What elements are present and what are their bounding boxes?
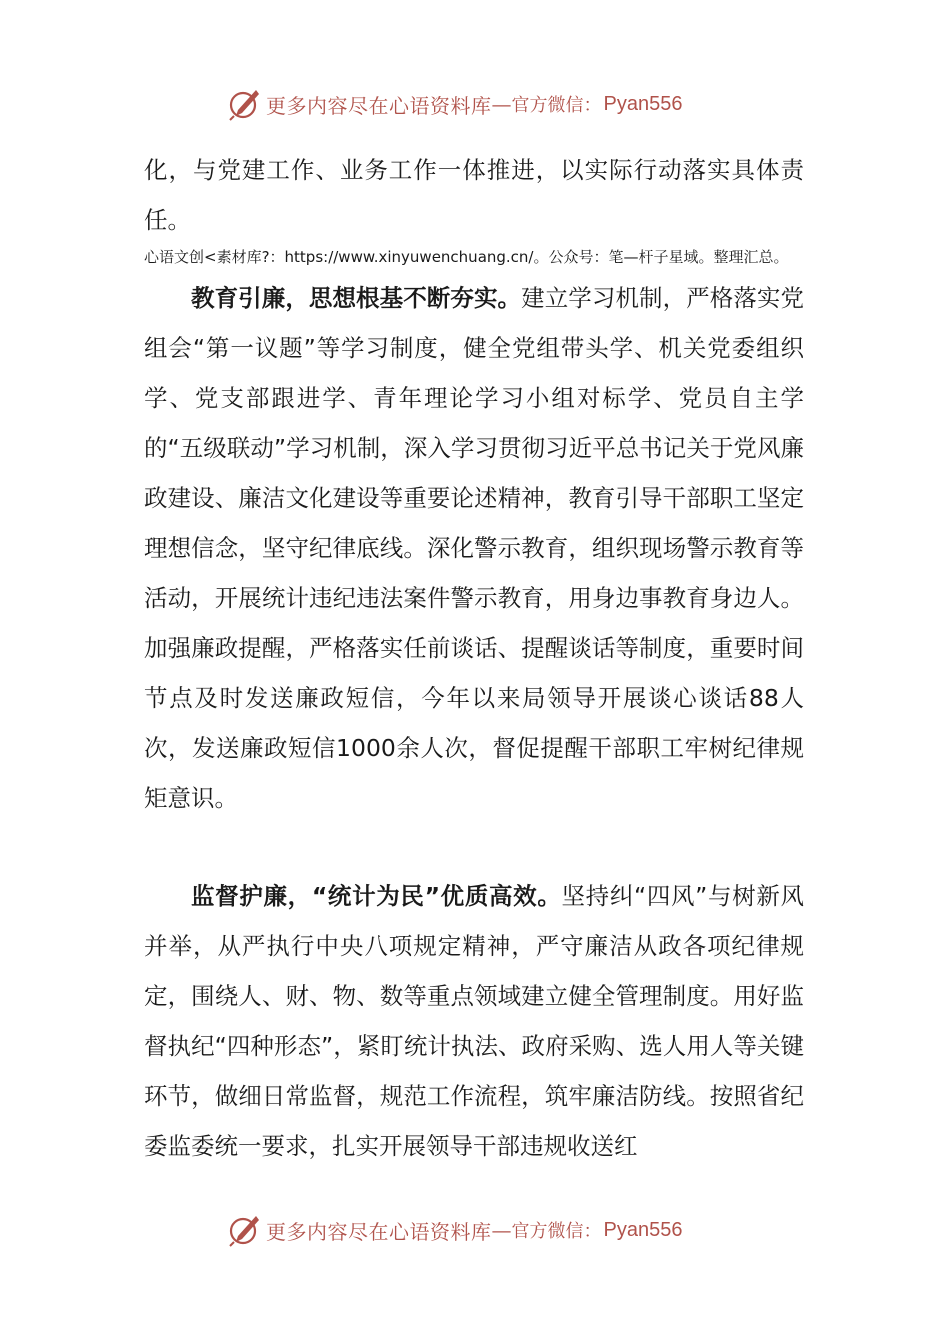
banner-text: 更多内容尽在心语资料库 xyxy=(266,93,492,118)
quill-pen-logo-icon xyxy=(226,86,262,122)
banner-wechat-id: Pyan556 xyxy=(603,92,683,115)
banner-dash: — xyxy=(491,92,512,116)
section-education-text: 建立学习机制，严格落实党组会“第一议题”等学习制度，健全党组带头学、机关党委组织学、党支部跟进学、青年理论学习小组对标学、党员自主学的“五级联动”学习机制，深入学习贯彻习近平总书记关于党风廉政建设、廉洁文化建设等重要论述精神，教育引导干部职工坚定理想信念，坚守纪律底线。深化警示教育，组织现场警示教育等活动，开展统计违纪违法案件警示教育，用身边事教育身边人。加强廉政提醒，严格落实任前谈话、提醒谈话等制度，重要时间节点及时发送廉政短信，今年以来局领导开展谈心谈话88人次，发送廉政短信1000余人次，督促提醒干部职工牢树纪律规矩意识。 xyxy=(144,284,805,812)
quill-pen-logo-icon xyxy=(226,1212,262,1248)
footer-banner xyxy=(226,1210,682,1250)
source-note: 心语文创<素材库?：https://www.xinyuwenchuang.cn/。公众号：笔—杆子星域。整理汇总。 xyxy=(144,248,789,266)
banner-wechat-label: 官方微信： xyxy=(511,1221,602,1242)
section-supervision-heading: 监督护廉，“统计为民”优质高效。 xyxy=(191,882,562,910)
section-education-heading: 教育引廉，思想根基不断夯实。 xyxy=(191,284,522,312)
paragraph-spacer xyxy=(144,823,804,871)
banner-wechat-id: Pyan556 xyxy=(603,1218,683,1241)
section-supervision-text: 坚持纠“四风”与树新风并举，从严执行中央八项规定精神，严守廉洁从政各项纪律规定，围绕人、财、物、数等重点领域建立健全管理制度。用好监督执纪“四种形态”，紧盯统计执法、政府采购、选人用人等关键环节，做细日常监督，规范工作流程，筑牢廉洁防线。按照省纪委监委统一要求，扎实开展领导干部违规收送红 xyxy=(144,882,804,1160)
section-education-paragraph xyxy=(144,273,804,823)
header-banner xyxy=(226,84,682,124)
continued-paragraph: 化，与党建工作、业务工作一体推进，以实际行动落实具体责任。 xyxy=(144,156,804,234)
section-supervision-paragraph xyxy=(144,871,804,1171)
banner-text: 更多内容尽在心语资料库 xyxy=(266,1219,492,1244)
banner-dash: — xyxy=(491,1218,512,1242)
document-body xyxy=(144,145,804,1171)
banner-wechat-label: 官方微信： xyxy=(511,95,602,116)
